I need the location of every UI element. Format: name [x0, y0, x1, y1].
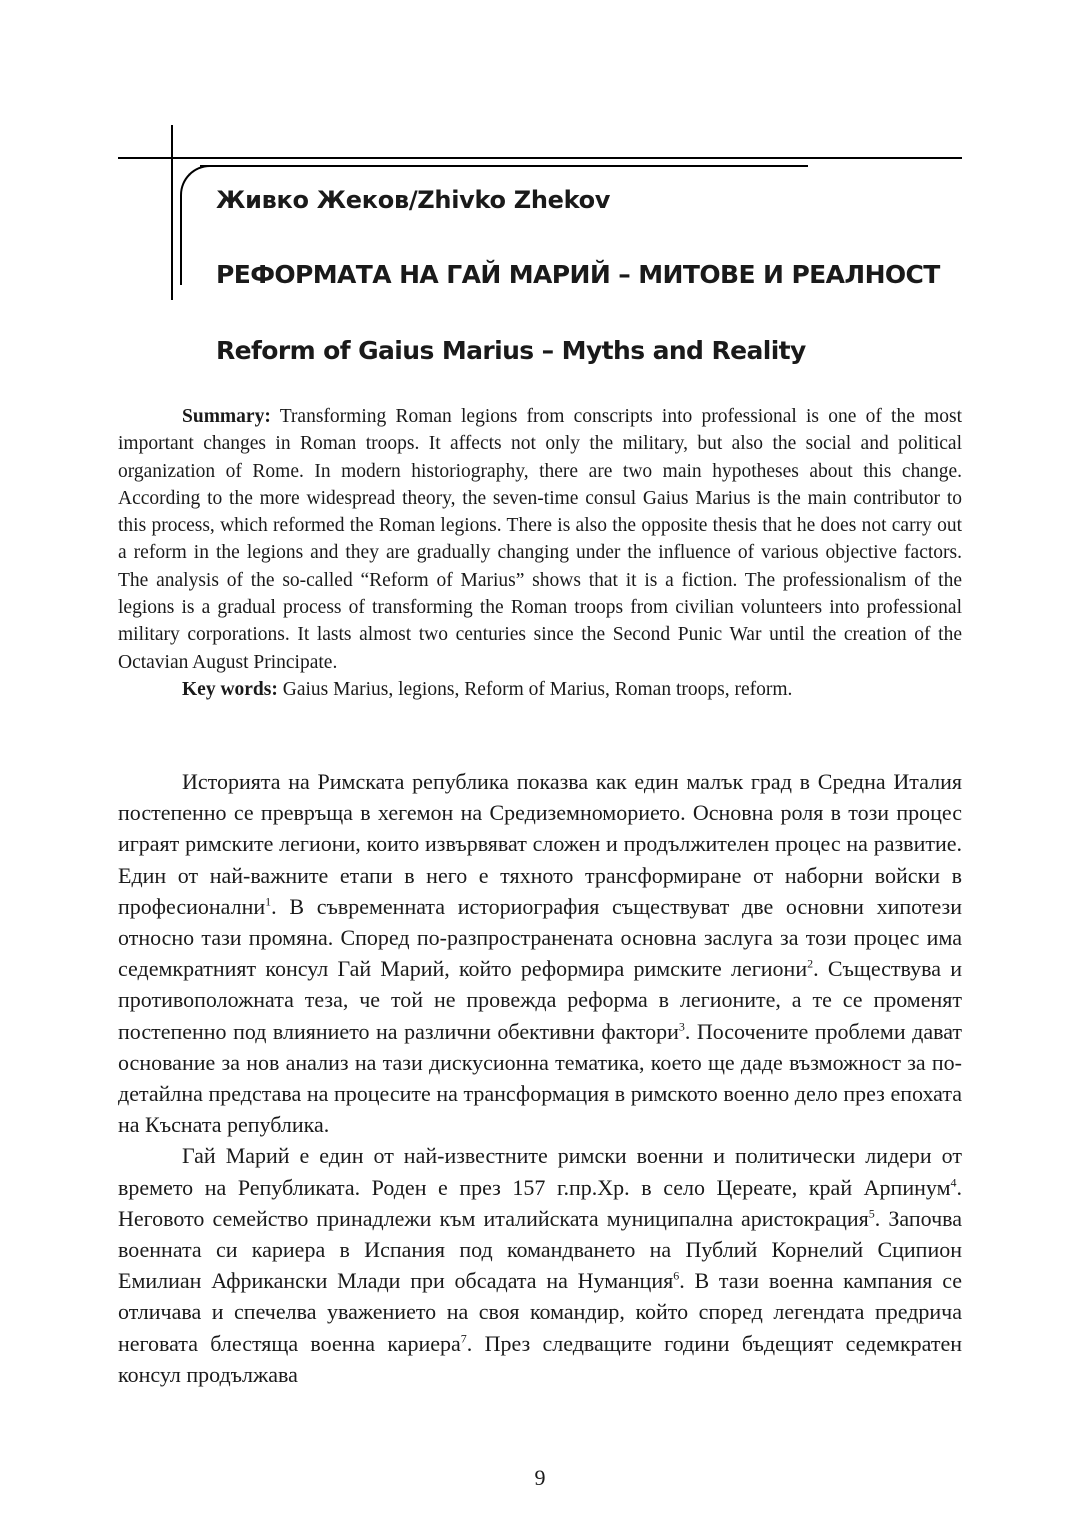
- author-name: Живко Жеков/Zhivko Zhekov: [216, 186, 611, 214]
- keywords-text: Gaius Marius, legions, Reform of Marius, Roman troops, reform.: [282, 678, 793, 700]
- body-paragraph-1: Историята на Римската република показва как един малък град в Средна Италия постепенно се превръща в хегемон на Средиземноморието. Основна роля в този процес играят римските легиони, които извървяват сложен и продължителен процес на развитие. Един от най-важните етапи в него е тяхното трансформиране от наборни войски в професионални$^1$. В съвременната историография съществуват две основни хипотези относно тази промяна. Според по-разпространената основна заслуга за този процес има седемкратният консул Гай Марий, който реформира римските легиони$^2$. Съществува и противоположната теза, че той не провежда реформа в легионите, а те се променят постепенно под влиянието на различни обективни фактори$^3$. Посочените проблеми дават основание за нов анализ на тази дискусионна тематика, което ще даде възможност за по-детайлна представа на процесите на трансформация в римското военно дело през епохата на Късната република.: [118, 769, 963, 1138]
- footnote-ref-6: 6: [673, 1268, 680, 1283]
- body-paragraph-2: Гай Марий е един от най-известните римски военни и политически лидери от времето на Републиката. Роден е през 157 г.пр.Хр. в село Цереате, край Арпинум$^4$. Неговото семейство принадлежи към италийската муниципална аристокрация$^5$. Започва военната си кариера в Испания под командването на Публий Корнелий Сципион Емилиан Африкански Млади при обсадата на Нуманция$^6$. В тази военна кампания се отличава и спечелва уважението на своя командир, който според легендата предрича неговата блестяща военна кариера$^7$. През следващите години бъдещият седемкратен консул продължава: [118, 1143, 962, 1387]
- footnote-ref-5: 5: [868, 1206, 875, 1221]
- keywords-paragraph: [118, 676, 962, 703]
- footnote-ref-1: 1: [265, 894, 272, 909]
- keywords-label: Key words:: [182, 678, 278, 700]
- summary-text: Transforming Roman legions from conscripts into professional is one of the most important changes in Roman troops. It affects not only the military, but also the social and political organization of Rome. In modern historiography, there are two main hypotheses about this change. According to the more widespread theory, the seven-time consul Gaius Marius is the main contributor to this process, which reformed the Roman legions. There is also the opposite thesis that he does not carry out a reform in the legions and they are gradually changing under the influence of various objective factors. The analysis of the so-called “Reform of Marius” shows that it is a fiction. The professionalism of the legions is a gradual process of transforming the Roman troops from civilian volunteers into professional military corporations. It lasts almost two centuries since the Second Punic War until the creation of the Octavian August Principate.: [118, 406, 963, 673]
- summary-paragraph: [118, 403, 962, 676]
- article-title-english: Reform of Gaius Marius – Myths and Reality: [216, 336, 806, 365]
- summary-block: [118, 403, 962, 703]
- footnote-ref-2: 2: [807, 956, 814, 971]
- header-rule-vertical: [171, 125, 173, 300]
- page-number: 9: [534, 1465, 546, 1490]
- main-text: [118, 766, 962, 1390]
- footnote-ref-3: 3: [678, 1019, 685, 1034]
- header-rule-top: [118, 157, 962, 159]
- footnote-ref-4: 4: [950, 1175, 957, 1190]
- article-title-bulgarian: РЕФОРМАТА НА ГАЙ МАРИЙ – МИТОВЕ И РЕАЛНОСТ: [216, 260, 940, 289]
- summary-label: Summary:: [182, 406, 271, 427]
- footnote-ref-7: 7: [460, 1331, 467, 1346]
